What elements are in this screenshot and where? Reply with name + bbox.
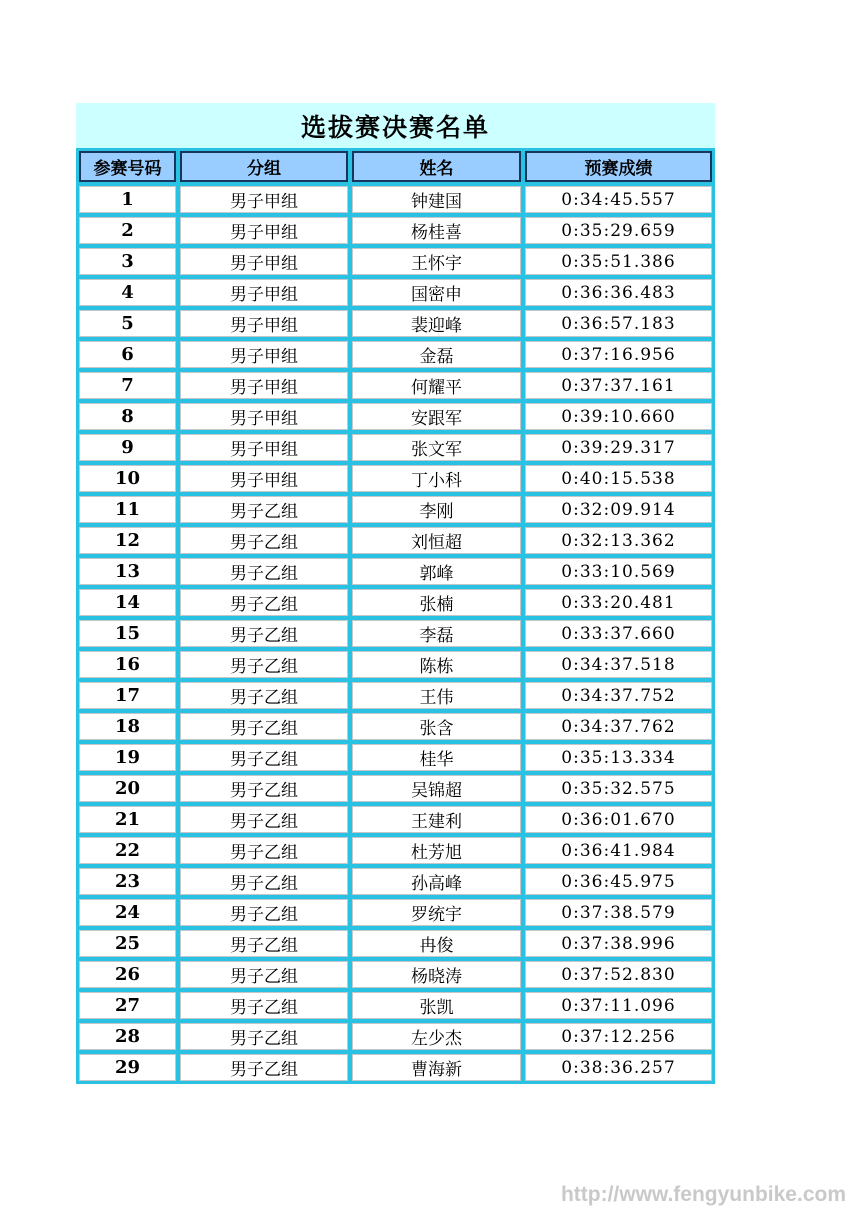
group-cell: 男子甲组 [180, 341, 348, 368]
name-cell: 冉俊 [352, 930, 521, 957]
prelim-result-cell: 0:36:45.975 [525, 868, 712, 895]
prelim-result-cell: 0:37:38.996 [525, 930, 712, 957]
prelim-result-cell: 0:33:20.481 [525, 589, 712, 616]
name-cell: 钟建国 [352, 186, 521, 213]
prelim-result-cell: 0:34:37.752 [525, 682, 712, 709]
prelim-result-cell: 0:37:38.579 [525, 899, 712, 926]
entry-number-cell: 28 [79, 1023, 176, 1050]
results-sheet [76, 103, 715, 1084]
table-title: 选拔赛决赛名单 [76, 103, 715, 148]
header-name: 姓名 [352, 151, 521, 182]
name-cell: 杨桂喜 [352, 217, 521, 244]
entry-number-cell: 19 [79, 744, 176, 771]
prelim-result-cell: 0:36:01.670 [525, 806, 712, 833]
entry-number-cell: 9 [79, 434, 176, 461]
entry-number-cell: 13 [79, 558, 176, 585]
entry-number-cell: 20 [79, 775, 176, 802]
entry-number-cell: 25 [79, 930, 176, 957]
name-cell: 张楠 [352, 589, 521, 616]
group-cell: 男子乙组 [180, 651, 348, 678]
prelim-result-cell: 0:35:32.575 [525, 775, 712, 802]
group-cell: 男子甲组 [180, 186, 348, 213]
group-cell: 男子乙组 [180, 837, 348, 864]
header-group: 分组 [180, 151, 348, 182]
group-cell: 男子乙组 [180, 682, 348, 709]
prelim-result-cell: 0:34:45.557 [525, 186, 712, 213]
group-cell: 男子乙组 [180, 868, 348, 895]
prelim-result-cell: 0:39:10.660 [525, 403, 712, 430]
name-cell: 陈栋 [352, 651, 521, 678]
group-cell: 男子乙组 [180, 992, 348, 1019]
group-cell: 男子乙组 [180, 527, 348, 554]
group-cell: 男子乙组 [180, 775, 348, 802]
prelim-result-cell: 0:32:13.362 [525, 527, 712, 554]
prelim-result-cell: 0:36:41.984 [525, 837, 712, 864]
entry-number-cell: 10 [79, 465, 176, 492]
group-cell: 男子甲组 [180, 310, 348, 337]
prelim-result-cell: 0:35:13.334 [525, 744, 712, 771]
group-cell: 男子乙组 [180, 620, 348, 647]
group-cell: 男子甲组 [180, 434, 348, 461]
watermark-url: http://www.fengyunbike.com [560, 1183, 846, 1206]
name-cell: 何耀平 [352, 372, 521, 399]
entry-number-cell: 15 [79, 620, 176, 647]
entry-number-cell: 27 [79, 992, 176, 1019]
name-cell: 金磊 [352, 341, 521, 368]
group-cell: 男子甲组 [180, 248, 348, 275]
entry-number-cell: 21 [79, 806, 176, 833]
group-cell: 男子乙组 [180, 589, 348, 616]
entry-number-cell: 29 [79, 1054, 176, 1081]
entry-number-cell: 14 [79, 589, 176, 616]
group-cell: 男子甲组 [180, 217, 348, 244]
entry-number-cell: 5 [79, 310, 176, 337]
name-cell: 安跟军 [352, 403, 521, 430]
name-cell: 李磊 [352, 620, 521, 647]
entry-number-cell: 11 [79, 496, 176, 523]
entry-number-cell: 24 [79, 899, 176, 926]
prelim-result-cell: 0:38:36.257 [525, 1054, 712, 1081]
entry-number-cell: 8 [79, 403, 176, 430]
entry-number-cell: 22 [79, 837, 176, 864]
header-entry-number: 参赛号码 [79, 151, 176, 182]
name-cell: 张凯 [352, 992, 521, 1019]
group-cell: 男子乙组 [180, 496, 348, 523]
name-cell: 杨晓涛 [352, 961, 521, 988]
header-prelim-result: 预赛成绩 [525, 151, 712, 182]
entry-number-cell: 2 [79, 217, 176, 244]
results-table-grid [76, 148, 715, 1084]
name-cell: 左少杰 [352, 1023, 521, 1050]
name-cell: 王怀宇 [352, 248, 521, 275]
name-cell: 孙高峰 [352, 868, 521, 895]
name-cell: 张文军 [352, 434, 521, 461]
name-cell: 裴迎峰 [352, 310, 521, 337]
prelim-result-cell: 0:37:16.956 [525, 341, 712, 368]
name-cell: 桂华 [352, 744, 521, 771]
group-cell: 男子乙组 [180, 744, 348, 771]
group-cell: 男子甲组 [180, 465, 348, 492]
prelim-result-cell: 0:34:37.518 [525, 651, 712, 678]
prelim-result-cell: 0:32:09.914 [525, 496, 712, 523]
entry-number-cell: 1 [79, 186, 176, 213]
prelim-result-cell: 0:35:51.386 [525, 248, 712, 275]
entry-number-cell: 16 [79, 651, 176, 678]
name-cell: 王建利 [352, 806, 521, 833]
group-cell: 男子乙组 [180, 899, 348, 926]
name-cell: 丁小科 [352, 465, 521, 492]
group-cell: 男子甲组 [180, 279, 348, 306]
entry-number-cell: 4 [79, 279, 176, 306]
prelim-result-cell: 0:37:37.161 [525, 372, 712, 399]
entry-number-cell: 6 [79, 341, 176, 368]
name-cell: 郭峰 [352, 558, 521, 585]
entry-number-cell: 3 [79, 248, 176, 275]
prelim-result-cell: 0:37:11.096 [525, 992, 712, 1019]
entry-number-cell: 23 [79, 868, 176, 895]
name-cell: 国密申 [352, 279, 521, 306]
group-cell: 男子乙组 [180, 930, 348, 957]
prelim-result-cell: 0:35:29.659 [525, 217, 712, 244]
group-cell: 男子乙组 [180, 558, 348, 585]
prelim-result-cell: 0:33:10.569 [525, 558, 712, 585]
name-cell: 罗统宇 [352, 899, 521, 926]
prelim-result-cell: 0:39:29.317 [525, 434, 712, 461]
prelim-result-cell: 0:34:37.762 [525, 713, 712, 740]
prelim-result-cell: 0:40:15.538 [525, 465, 712, 492]
group-cell: 男子乙组 [180, 806, 348, 833]
entry-number-cell: 18 [79, 713, 176, 740]
prelim-result-cell: 0:36:57.183 [525, 310, 712, 337]
prelim-result-cell: 0:36:36.483 [525, 279, 712, 306]
entry-number-cell: 7 [79, 372, 176, 399]
entry-number-cell: 12 [79, 527, 176, 554]
group-cell: 男子乙组 [180, 1023, 348, 1050]
name-cell: 吴锦超 [352, 775, 521, 802]
name-cell: 王伟 [352, 682, 521, 709]
group-cell: 男子乙组 [180, 961, 348, 988]
name-cell: 李刚 [352, 496, 521, 523]
prelim-result-cell: 0:37:52.830 [525, 961, 712, 988]
name-cell: 杜芳旭 [352, 837, 521, 864]
name-cell: 张含 [352, 713, 521, 740]
entry-number-cell: 17 [79, 682, 176, 709]
group-cell: 男子乙组 [180, 713, 348, 740]
group-cell: 男子甲组 [180, 372, 348, 399]
name-cell: 曹海新 [352, 1054, 521, 1081]
group-cell: 男子乙组 [180, 1054, 348, 1081]
group-cell: 男子甲组 [180, 403, 348, 430]
prelim-result-cell: 0:37:12.256 [525, 1023, 712, 1050]
name-cell: 刘恒超 [352, 527, 521, 554]
entry-number-cell: 26 [79, 961, 176, 988]
prelim-result-cell: 0:33:37.660 [525, 620, 712, 647]
